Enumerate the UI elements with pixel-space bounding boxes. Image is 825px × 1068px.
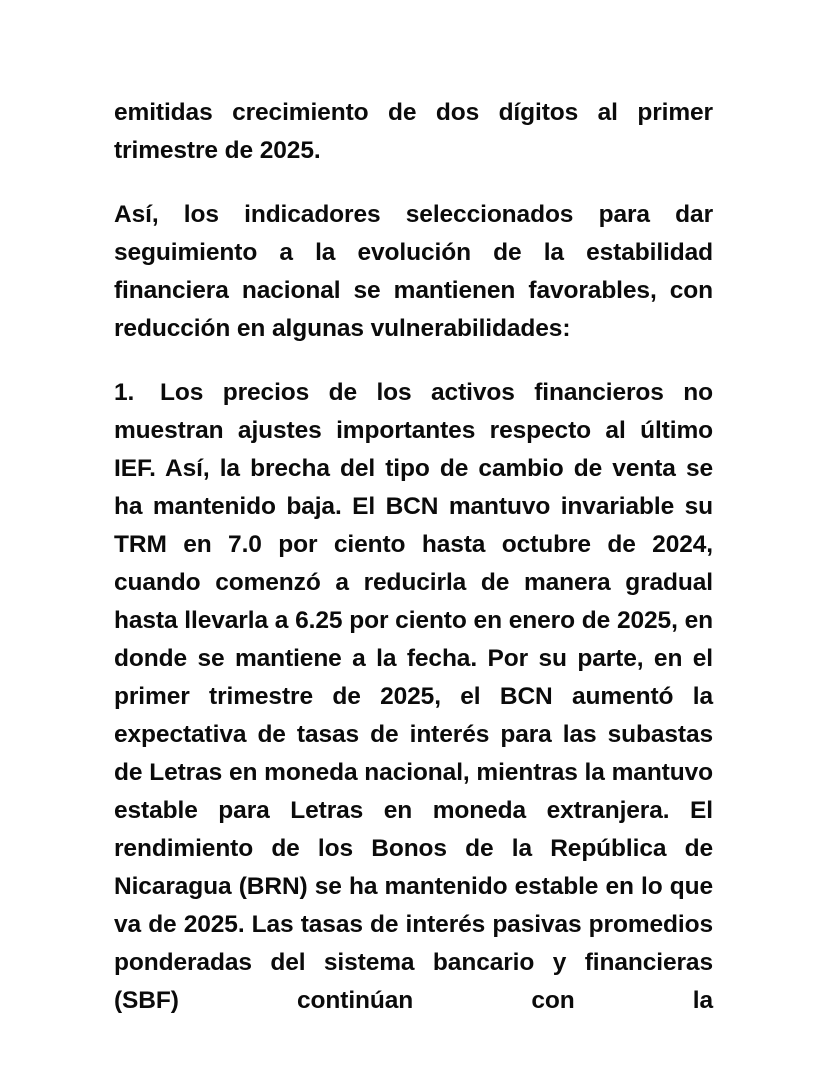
list-marker-1: 1. (114, 379, 135, 406)
paragraph-numbered-item-1 (114, 374, 713, 1058)
paragraph-indicadores: Así, los indicadores seleccionados para dar seguimiento a la evolución de la estabilidad financiera nacional se mantienen favorables, con reducción en algunas vulnerabilidades: (114, 201, 713, 342)
paragraph-continuation: emitidas crecimiento de dos dígitos al primer trimestre de 2025. (114, 99, 713, 164)
list-item-text-1: Los precios de los activos financieros no muestran ajustes importantes respecto al último IEF. Así, la brecha del tipo de cambio de venta se ha mantenido baja. El BCN mantuvo invariable su TRM en 7.0 por ciento hasta octubre de 2024, cuando comenzó a reducirla de manera gradual hasta llevarla a 6.25 por ciento en enero de 2025, en donde se mantiene a la fecha. Por su parte, en el primer trimestre de 2025, el BCN aumentó la expectativa de tasas de interés para las subastas de Letras en moneda nacional, mientras la mantuvo estable para Letras en moneda extranjera. El rendimiento de los Bonos de la República de Nicaragua (BRN) se ha mantenido estable en lo que va de 2025. Las tasas de interés pasivas promedios ponderadas del sistema bancario y financieras (SBF) continúan con la (114, 379, 713, 1014)
text-column (114, 94, 713, 1058)
